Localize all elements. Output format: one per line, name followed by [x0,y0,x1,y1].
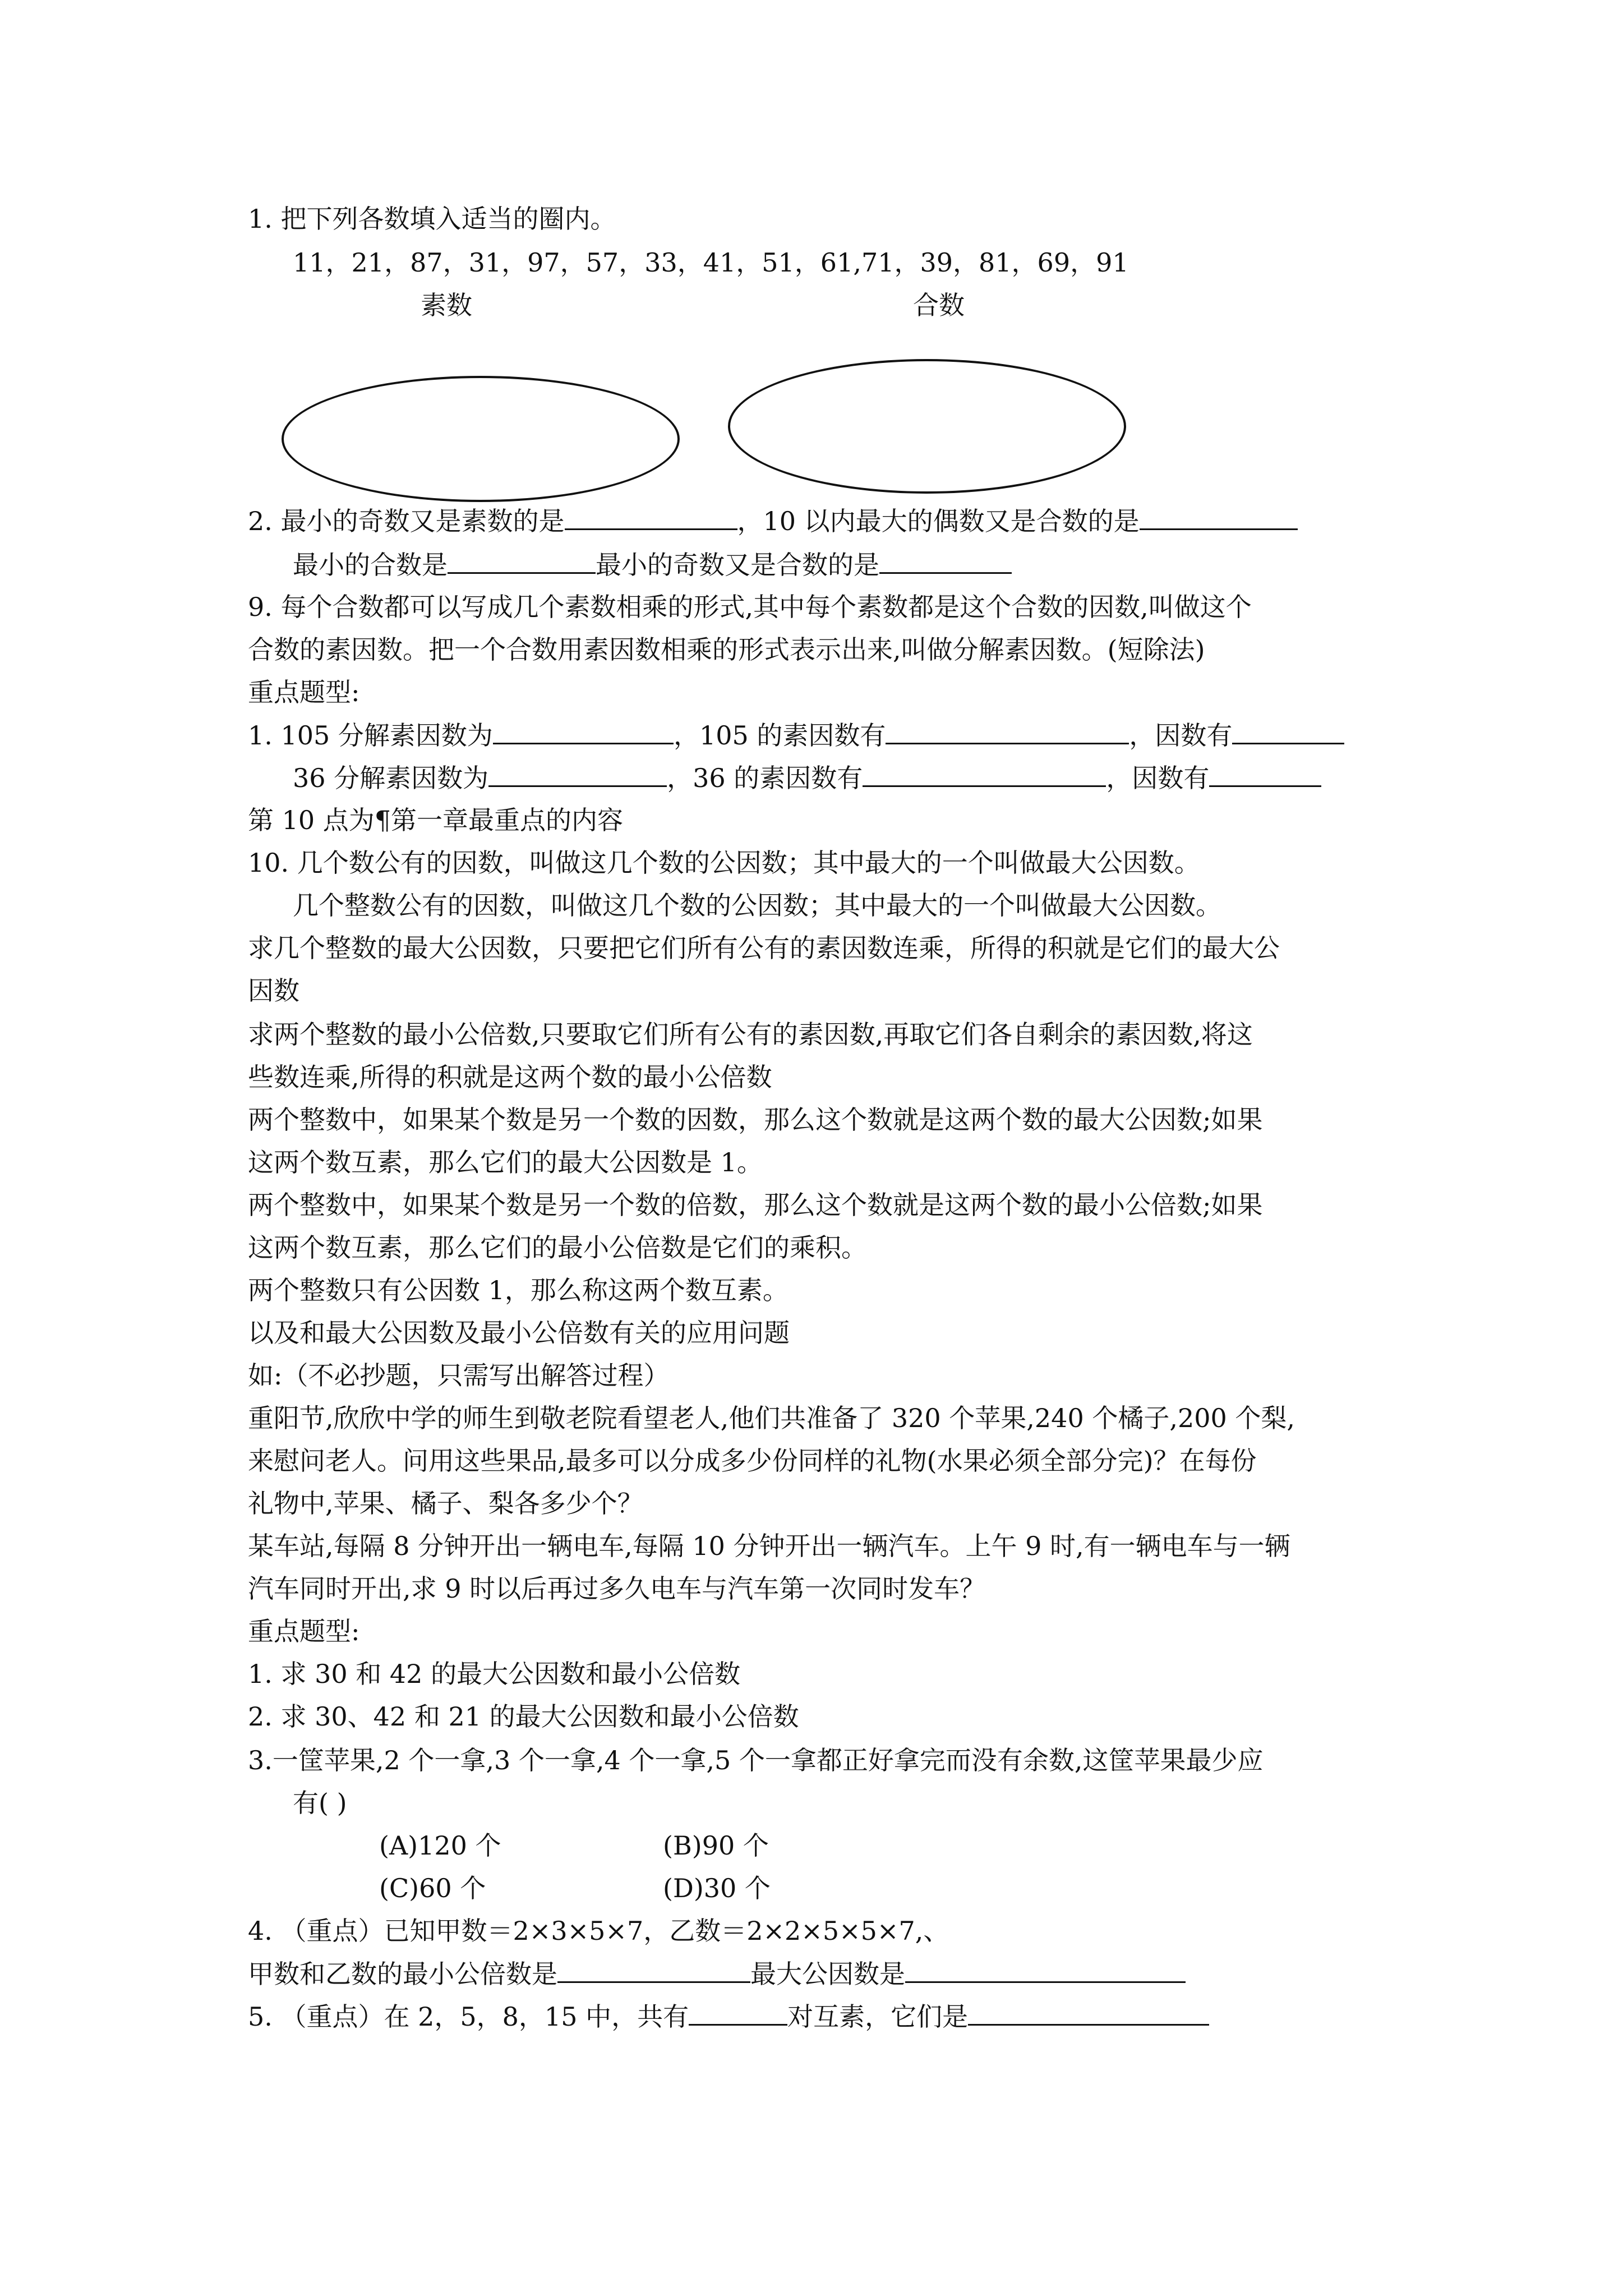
instruction-note [248,1359,1403,1392]
text: 甲数和乙数的最小公倍数是 [248,1959,557,1989]
text: 礼物中,苹果、橘子、梨各多少个？ [248,1488,643,1519]
text: 这两个数互素，那么它们的最小公倍数是它们的乘积。 [248,1232,867,1263]
text: 两个整数中，如果某个数是另一个数的倍数，那么这个数就是这两个数的最小公倍数;如果 [248,1190,1263,1220]
text: 重点题型: [248,1616,360,1646]
text: 两个整数中，如果某个数是另一个数的因数，那么这个数就是这两个数的最大公因数;如果 [248,1105,1263,1135]
exercise-1 [248,1657,1403,1691]
text: 些数连乘,所得的积就是这两个数的最小公倍数 [248,1062,772,1092]
answer-blank[interactable] [448,547,596,574]
point-9-line-2 [248,633,1403,666]
exercise-4-line-2 [248,1957,1403,1991]
text: 5. （重点）在 2，5，8，15 中，共有 [248,2001,689,2032]
text: 重阳节,欣欣中学的师生到敬老院看望老人,他们共准备了 320 个苹果,240 个橘子,200 个梨, [248,1403,1295,1433]
key-questions-heading [248,675,1403,709]
text: 有( ) [293,1788,347,1818]
text: 最小的合数是 [293,550,448,580]
exercise-4-line-1 [248,1914,1403,1948]
gcd-rule-line-1 [248,931,1403,965]
note-point-10 [248,803,1403,837]
text: 4. （重点）已知甲数＝2×3×5×7，乙数＝2×2×5×5×7,、 [248,1916,949,1946]
number-list [293,246,1448,279]
word-problem-1-line-3 [248,1487,1403,1520]
text: ，105 的素因数有 [673,720,886,751]
question-2-line-2 [293,547,1448,582]
text: 3.一筐苹果,2 个一拿,3 个一拿,4 个一拿,5 个一拿都正好拿完而没有余数,这筐苹果最少应 [248,1745,1264,1775]
factor-question-36 [293,761,1448,795]
lcm-multiple-rule-line-1 [248,1188,1403,1222]
text: ，36 的素因数有 [667,763,863,793]
application-problems-heading [248,1316,1403,1350]
text: 这两个数互素，那么它们的最大公因数是 1。 [248,1147,763,1177]
text: 第 10 点为¶第一章最重点的内容 [248,805,624,835]
text: 来慰问老人。问用这些果品,最多可以分成多少份同样的礼物(水果必须全部分完)？在每份 [248,1446,1257,1476]
text: 两个整数只有公因数 1，那么称这两个数互素。 [248,1275,789,1305]
question-1-title [248,202,1403,236]
text: 1. 求 30 和 42 的最大公因数和最小公倍数 [248,1659,741,1689]
key-questions-heading-2 [248,1614,1403,1648]
text: 以及和最大公因数及最小公倍数有关的应用问题 [248,1318,790,1348]
text: 1. 把下列各数填入适当的圈内。 [248,204,616,234]
coprime-definition [248,1273,1403,1307]
composite-circle-label: 合数 [913,290,965,320]
exercise-3-line-1 [248,1743,1403,1777]
text: 2. 求 30、42 和 21 的最大公因数和最小公倍数 [248,1701,799,1732]
text: 求几个整数的最大公因数，只要把它们所有公有的素因数连乘，所得的积就是它们的最大公 [248,933,1280,963]
point-9-line-1 [248,590,1403,624]
word-problem-1-line-2 [248,1444,1403,1478]
answer-blank[interactable] [863,761,1106,787]
answer-blank[interactable] [968,1999,1209,2026]
text: ，因数有 [1106,763,1210,793]
text: 因数 [248,976,299,1006]
word-problem-2-line-2 [248,1572,1403,1605]
prime-circle-label: 素数 [421,290,472,320]
answer-blank[interactable] [1232,718,1344,744]
question-2-line-1 [248,504,1403,538]
text: 10. 几个数公有的因数，叫做这几个数的公因数；其中最大的一个叫做最大公因数。 [248,848,1200,878]
text: 2. 最小的奇数又是素数的是 [248,506,565,536]
text: 最大公因数是 [750,1959,905,1989]
exercise-3-line-2 [293,1786,1448,1820]
answer-blank[interactable] [493,718,674,744]
answer-blank[interactable] [557,1957,750,1983]
answer-blank[interactable] [886,718,1129,744]
gcd-factor-rule-line-1 [248,1103,1403,1137]
answer-blank[interactable] [1209,761,1321,787]
answer-blank[interactable] [689,1999,787,2026]
lcm-rule-line-2 [248,1060,1403,1094]
option-c[interactable]: (C)60 个 [379,1873,486,1903]
text: 求两个整数的最小公倍数,只要取它们所有公有的素因数,再取它们各自剩余的素因数,将这 [248,1019,1253,1050]
gcd-factor-rule-line-2 [248,1145,1403,1179]
answer-blank[interactable] [565,504,737,530]
answer-blank[interactable] [488,761,667,787]
text: 9. 每个合数都可以写成几个素数相乘的形式,其中每个素数都是这个合数的因数,叫做这个 [248,592,1252,622]
exercise-5 [248,1999,1403,2033]
text: ，因数有 [1129,720,1233,751]
word-problem-2-line-1 [248,1529,1403,1563]
exercise-2 [248,1700,1403,1733]
composite-circle [728,359,1126,494]
text: 重点题型: [248,677,360,707]
option-b[interactable]: (B)90 个 [663,1830,769,1861]
text: 汽车同时开出,求 9 时以后再过多久电车与汽车第一次同时发车？ [248,1573,986,1604]
answer-blank[interactable] [1140,504,1298,530]
text: 最小的奇数又是合数的是 [596,550,879,580]
answer-blank[interactable] [879,547,1012,574]
gcd-rule-line-2 [248,974,1403,1007]
text: 1. 105 分解素因数为 [248,720,493,751]
factor-question-105 [248,718,1403,752]
prime-circle [282,376,680,502]
lcm-multiple-rule-line-2 [248,1231,1403,1264]
option-d[interactable]: (D)30 个 [663,1873,771,1903]
point-10-line-2 [293,889,1448,922]
text: 对互素，它们是 [787,2001,969,2032]
lcm-rule-line-1 [248,1018,1403,1051]
point-10-line-1 [248,846,1403,880]
text: 合数的素因数。把一个合数用素因数相乘的形式表示出来,叫做分解素因数。(短除法) [248,634,1205,665]
text: ，10 以内最大的偶数又是合数的是 [737,506,1140,536]
text: 某车站,每隔 8 分钟开出一辆电车,每隔 10 分钟开出一辆汽车。上午 9 时,有一辆电车与一辆 [248,1531,1290,1561]
text: 11，21，87，31，97，57，33，41，51，61,71，39，81，69，91 [293,247,1129,278]
answer-blank[interactable] [905,1957,1186,1983]
text: 几个整数公有的因数，叫做这几个数的公因数；其中最大的一个叫做最大公因数。 [293,890,1221,921]
text: 如:（不必抄题，只需写出解答过程） [248,1360,670,1391]
option-a[interactable]: (A)120 个 [379,1830,501,1861]
word-problem-1-line-1 [248,1401,1403,1435]
text: 36 分解素因数为 [293,763,489,793]
